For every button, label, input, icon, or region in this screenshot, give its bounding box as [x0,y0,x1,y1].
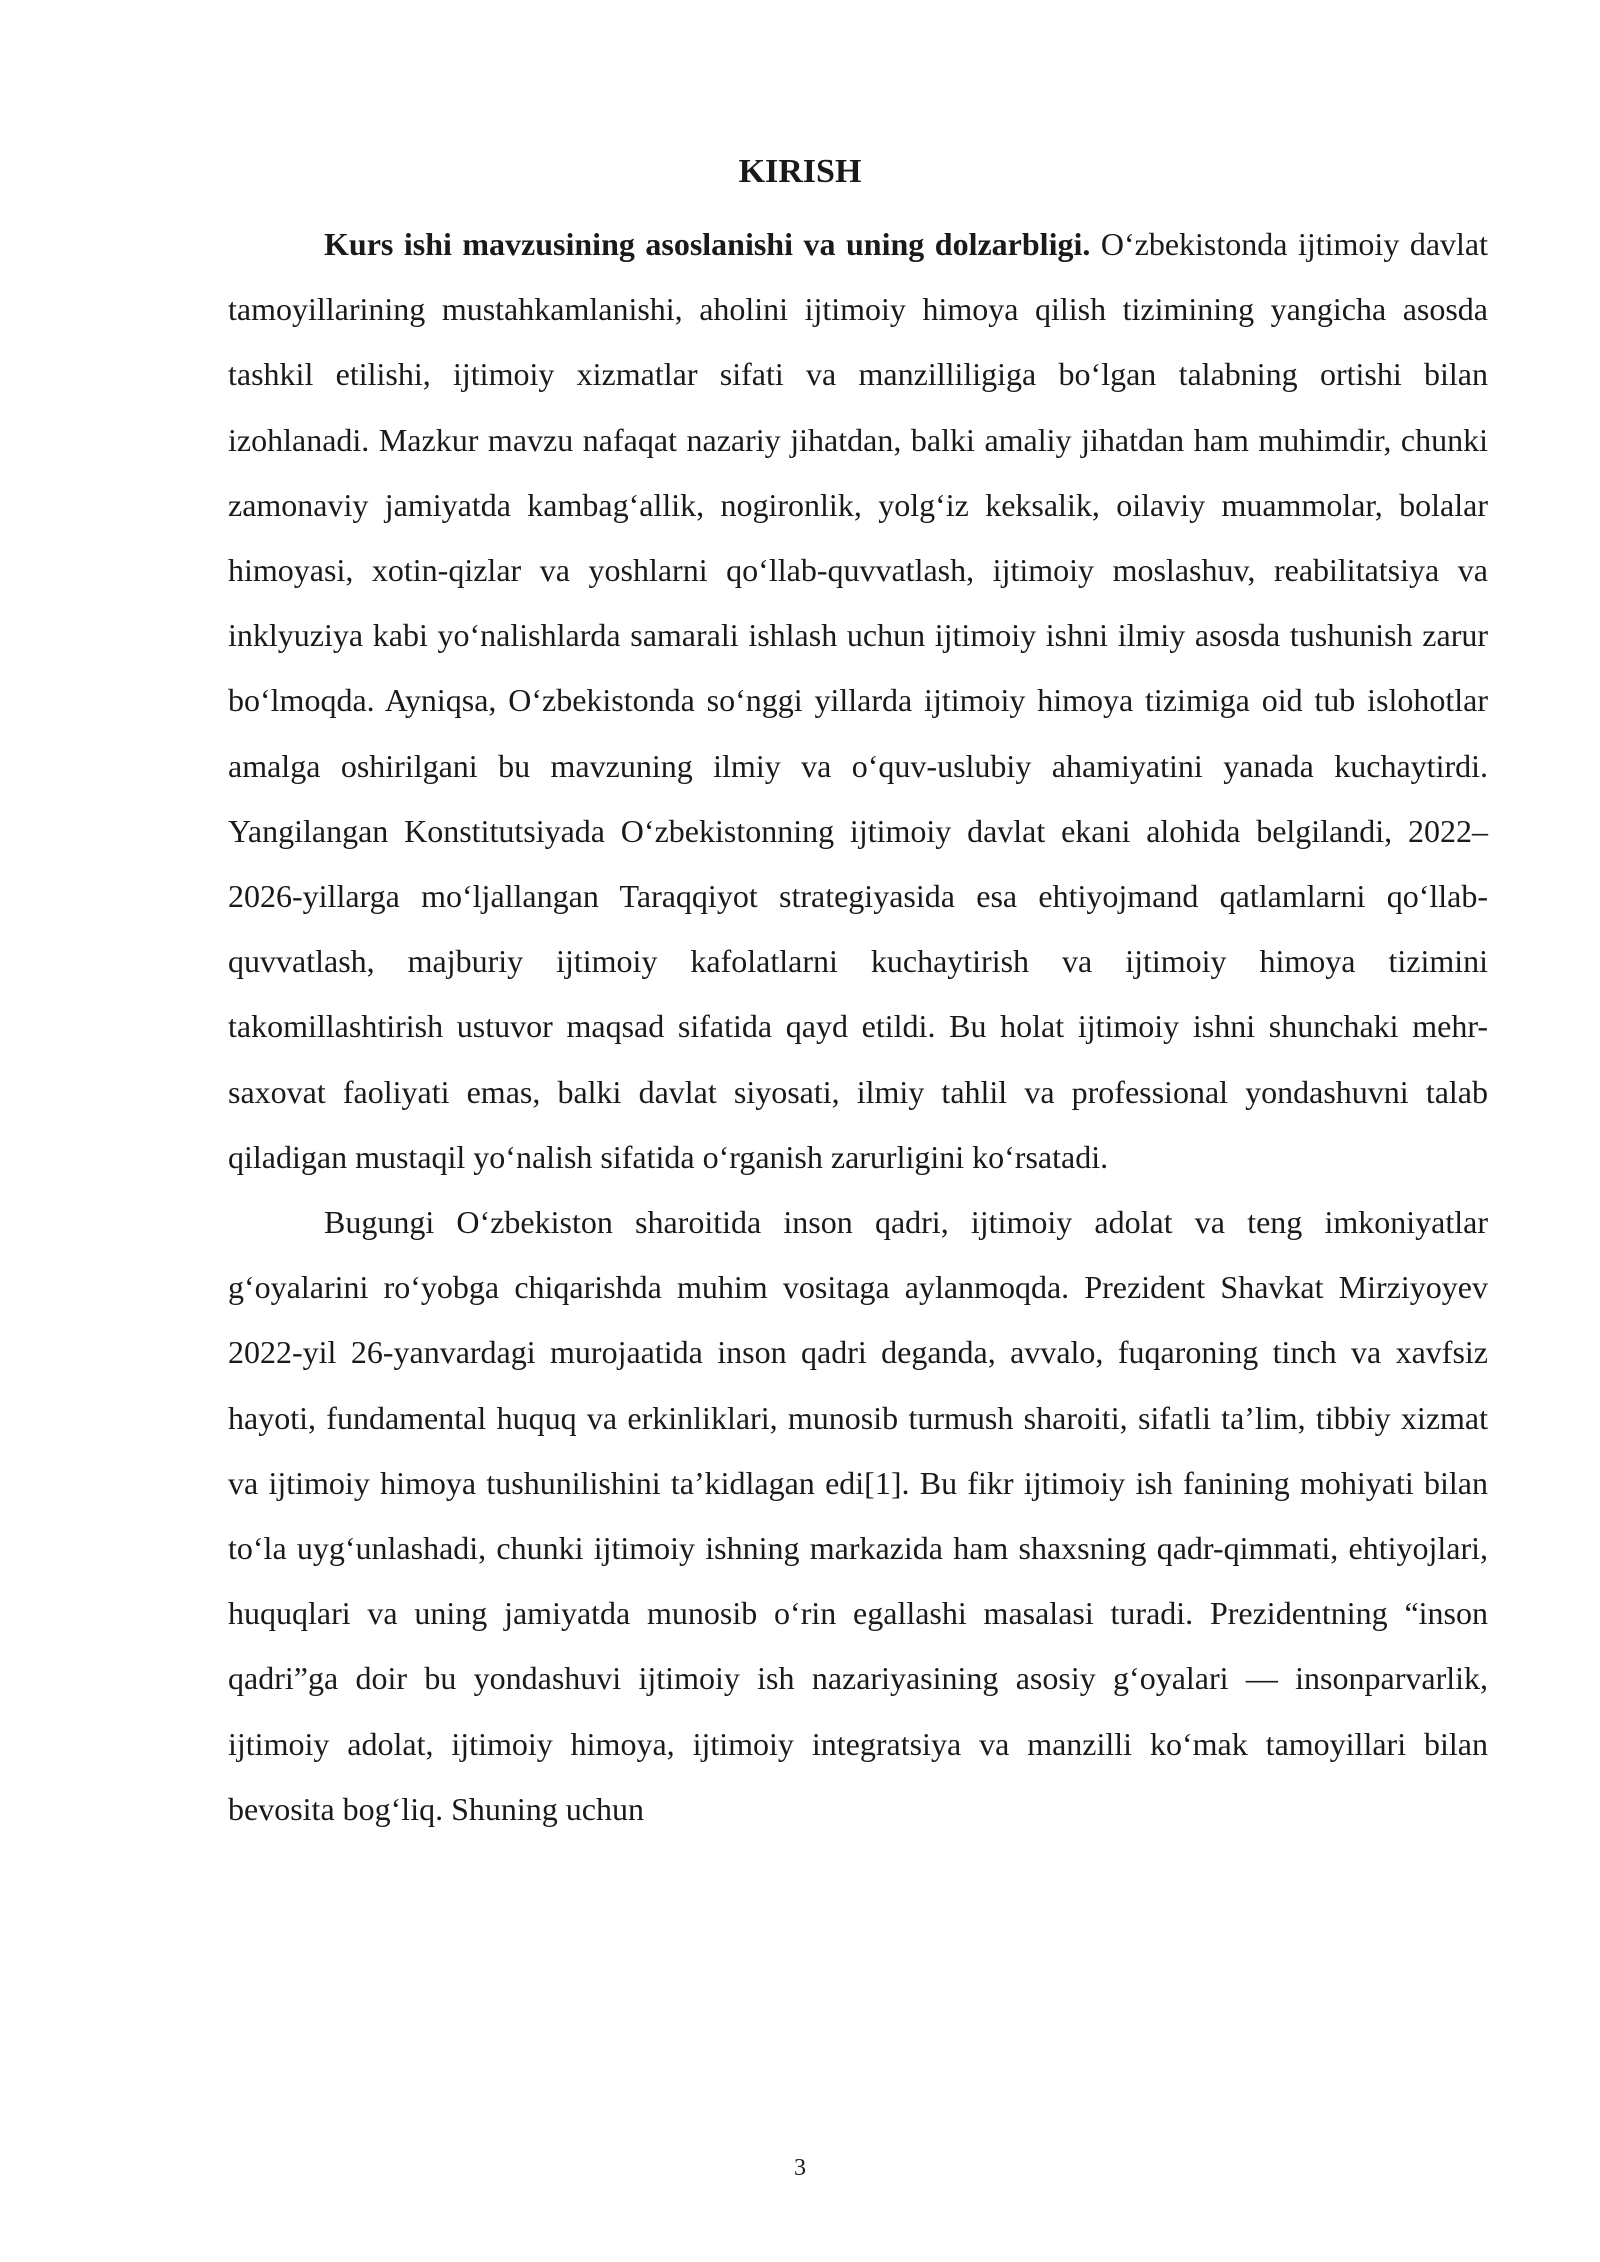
paragraph-body: O‘zbekistonda ijtimoiy davlat tamoyillarining mustahkamlanishi, aholini ijtimoiy himoya qilish tizimining yangicha asosda tashkil etilishi, ijtimoiy xizmatlar sifati va manzilliligiga bo‘lgan talabning ortishi bilan izohlanadi. Mazkur mavzu nafaqat nazariy jihatdan, balki amaliy jihatdan ham muhimdir, chunki zamonaviy jamiyatda kambag‘allik, nogironlik, yolg‘iz keksalik, oilaviy muammolar, bolalar himoyasi, xotin-qizlar va yoshlarni qo‘llab-quvvatlash, ijtimoiy moslashuv, reabilitatsiya va inklyuziya kabi yo‘nalishlarda samarali ishlash uchun ijtimoiy ishni ilmiy asosda tushunish zarur bo‘lmoqda. Ayniqsa, O‘zbekistonda so‘nggi yillarda ijtimoiy himoya tizimiga oid tub islohotlar amalga oshirilgani bu mavzuning ilmiy va o‘quv-uslubiy ahamiyatini yanada kuchaytirdi. Yangilangan Konstitutsiyada O‘zbekistonning ijtimoiy davlat ekani alohida belgilandi, 2022–2026-yillarga mo‘ljallangan Taraqqiyot strategiyasida esa ehtiyojmand qatlamlarni qo‘llab-quvvatlash, majburiy ijtimoiy kafolatlarni kuchaytirish va ijtimoiy himoya tizimini takomillashtirish ustuvor maqsad sifatida qayd etildi. Bu holat ijtimoiy ishni shunchaki mehr-saxovat faoliyati emas, balki davlat siyosati, ilmiy tahlil va professional yondashuvni talab qiladigan mustaqil yo‘nalish sifatida o‘rganish zarurligini ko‘rsatadi. [228,226,1489,1175]
paragraph-human-dignity: Bugungi O‘zbekiston sharoitida inson qadri, ijtimoiy adolat va teng imkoniyatlar g‘oyalarini ro‘yobga chiqarishda muhim vositaga aylanmoqda. Prezident Shavkat Mirziyoyev 2022-yil 26-yanvardagi murojaatida inson qadri deganda, avvalo, fuqaroning tinch va xavfsiz hayoti, fundamental huquq va erkinliklari, munosib turmush sharoiti, sifatli ta’lim, tibbiy xizmat va ijtimoiy himoya tushunilishini ta’kidlagan edi[1]. Bu fikr ijtimoiy ish fanining mohiyati bilan to‘la uyg‘unlashadi, chunki ijtimoiy ishning markazida ham shaxsning qadr-qimmati, ehtiyojlari, huquqlari va uning jamiyatda munosib o‘rin egallashi masalasi turadi. Prezidentning “inson qadri”ga doir bu yondashuvi ijtimoiy ish nazariyasining asosiy g‘oyalari — insonparvarlik, ijtimoiy adolat, ijtimoiy himoya, ijtimoiy integratsiya va manzilli ko‘mak tamoyillari bilan bevosita bog‘liq. Shuning uchun [228,1204,1488,1827]
paragraph-lead-title: Kurs ishi mavzusining asoslanishi va uning dolzarbligi. [324,226,1091,262]
body-text [228,212,1488,1842]
paragraph-justification [228,212,1488,1190]
page-number: 3 [794,2155,806,2181]
section-heading: KIRISH [738,153,862,190]
